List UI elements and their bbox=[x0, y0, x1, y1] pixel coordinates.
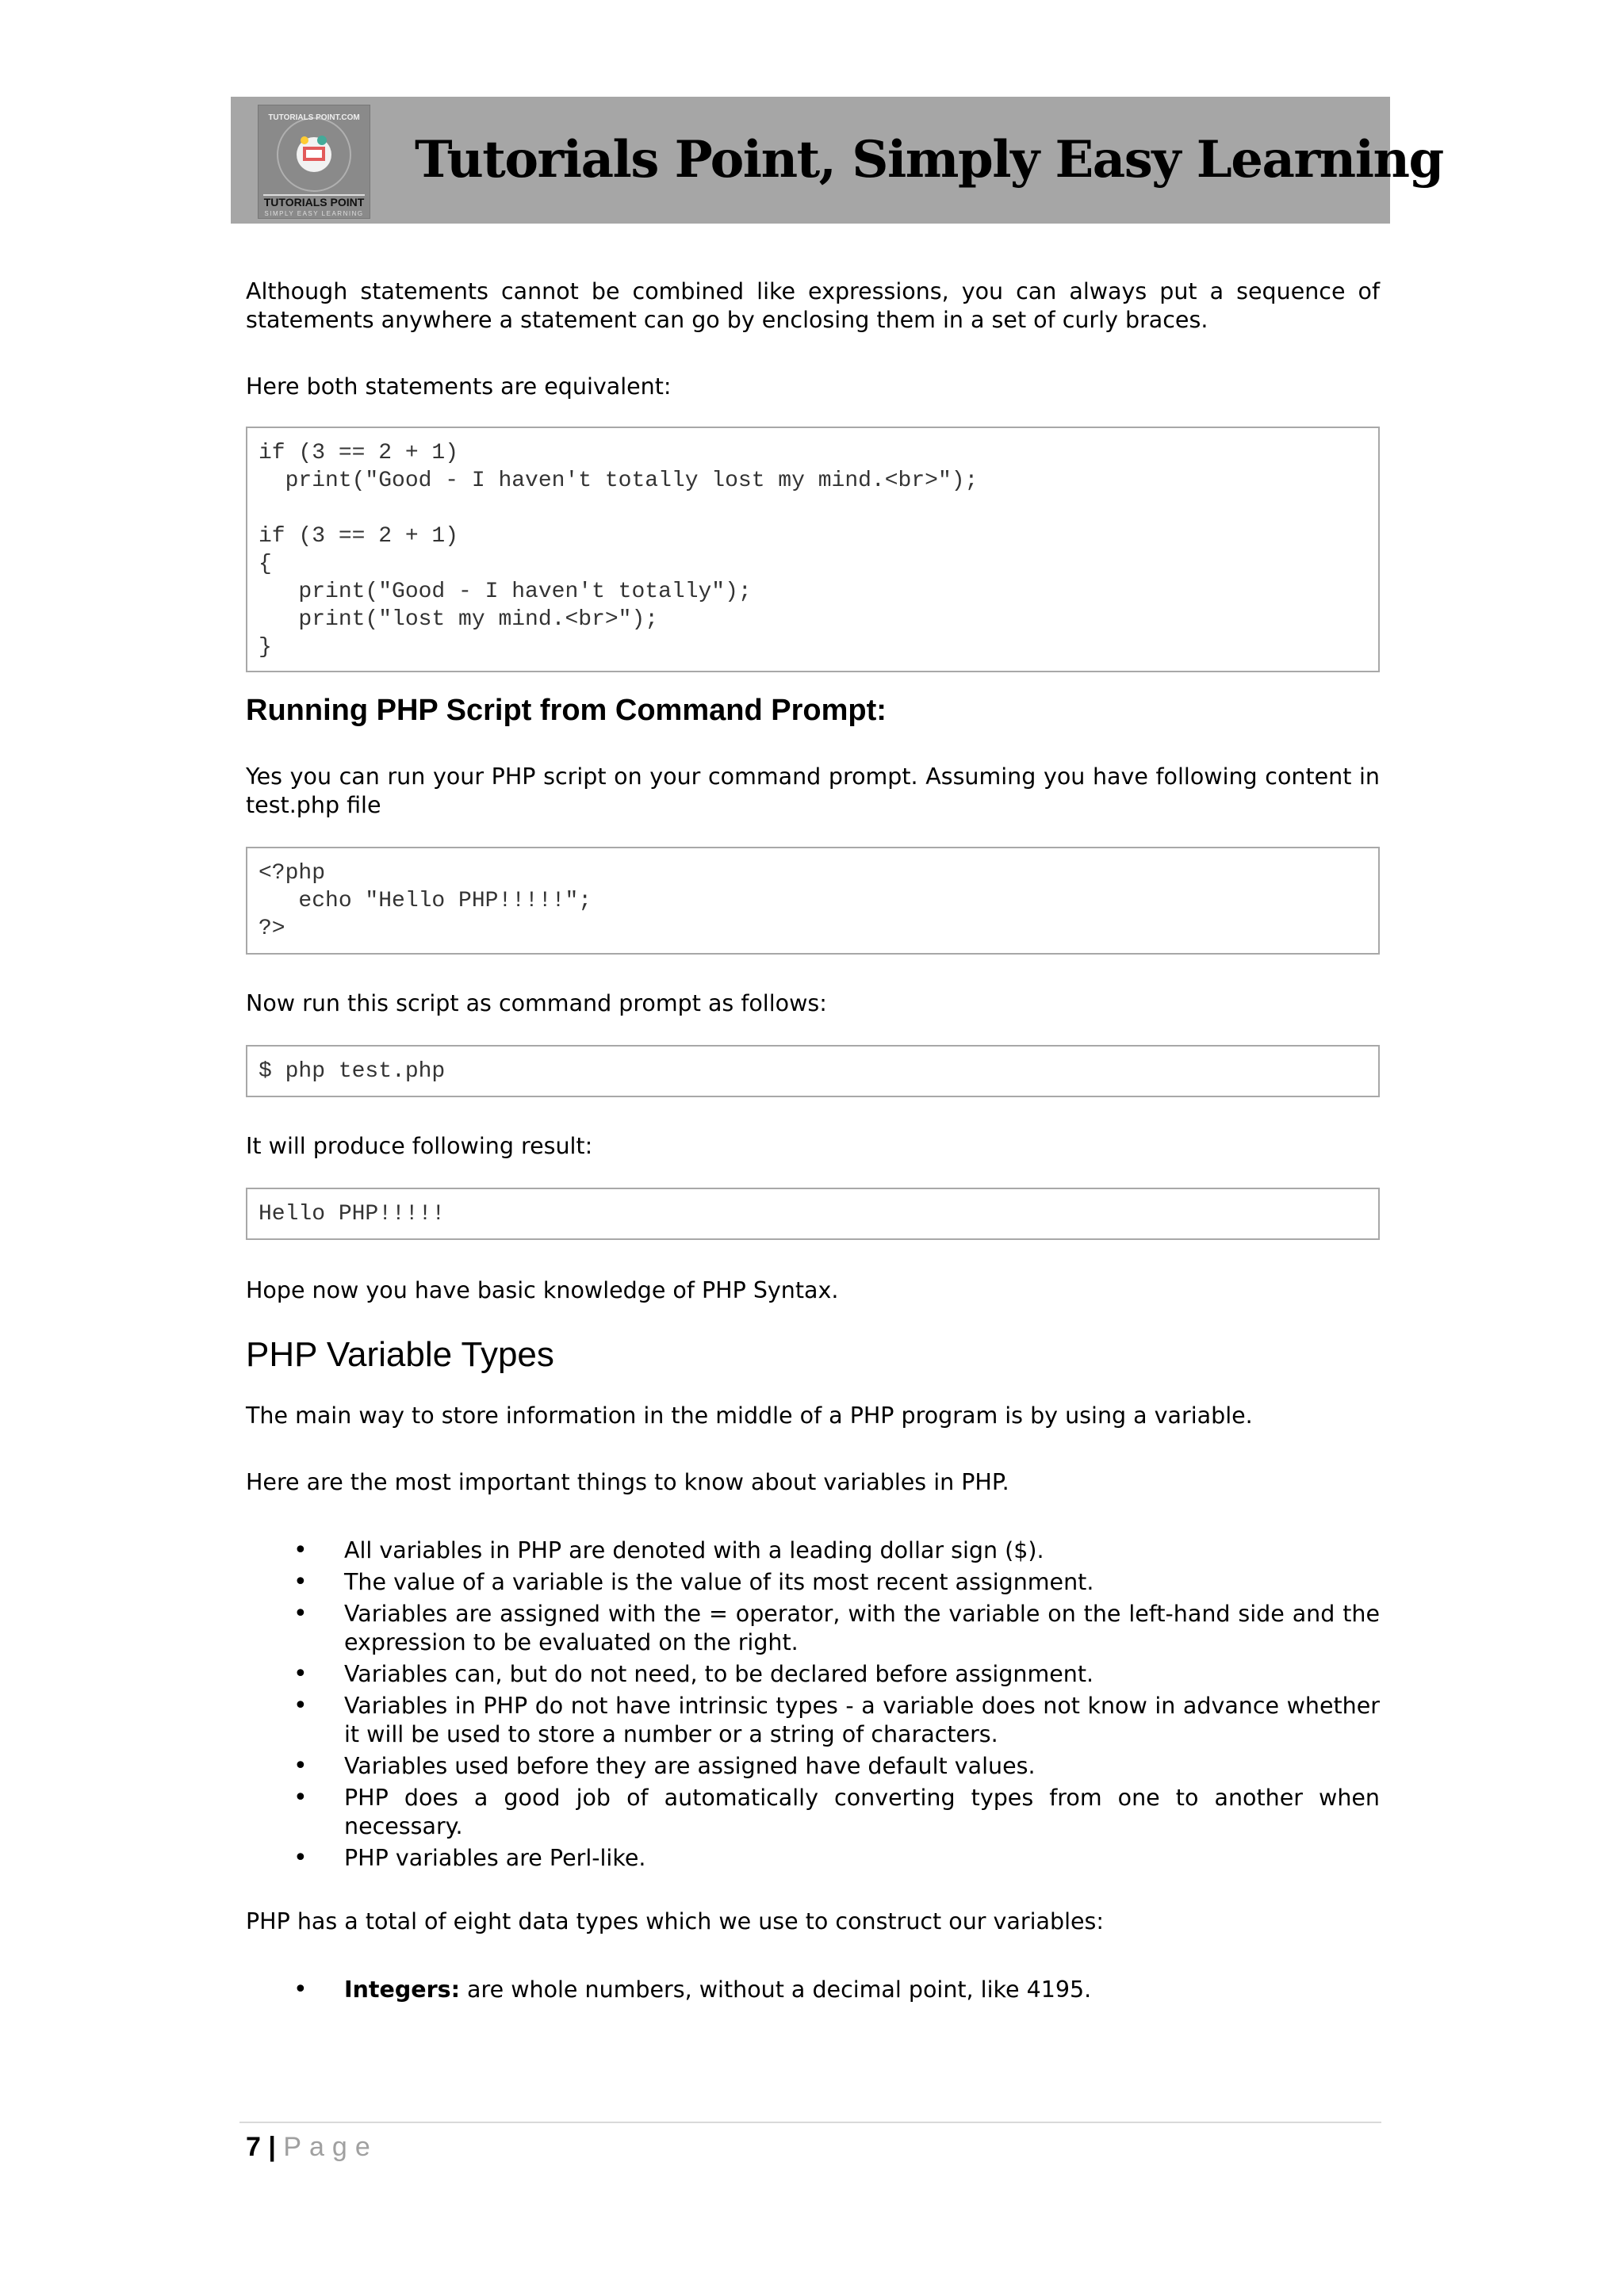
bullet-icon: • bbox=[293, 1844, 308, 1872]
page-number: 7 bbox=[246, 2132, 261, 2162]
code-block-output: Hello PHP!!!!! bbox=[246, 1188, 1380, 1240]
bullet-icon: • bbox=[293, 1752, 308, 1780]
page-header bbox=[231, 97, 1443, 224]
page-content bbox=[246, 277, 1380, 2007]
page-footer bbox=[246, 2130, 378, 2164]
logo-tagline: SIMPLY EASY LEARNING bbox=[264, 210, 364, 217]
data-types-list bbox=[246, 1976, 1380, 2004]
paragraph-main-way: The main way to store information in the middle of a PHP program is by using a variable. bbox=[246, 1402, 1253, 1429]
footer-divider bbox=[239, 2122, 1381, 2123]
variable-facts-list bbox=[246, 1536, 1380, 1873]
code-block-command: $ php test.php bbox=[246, 1045, 1380, 1097]
footer-separator: | bbox=[268, 2132, 276, 2162]
list-item: • PHP variables are Perl-like. bbox=[293, 1844, 646, 1872]
list-item: • The value of a variable is the value of its most recent assignment. bbox=[293, 1568, 1094, 1596]
heading-variable-types: PHP Variable Types bbox=[246, 1335, 554, 1374]
heading-command-prompt: Running PHP Script from Command Prompt: bbox=[246, 694, 887, 727]
paragraph-run-command: Now run this script as command prompt as follows: bbox=[246, 990, 827, 1016]
type-term: Integers: bbox=[344, 1976, 460, 2003]
paragraph-equivalent: Here both statements are equivalent: bbox=[246, 373, 672, 400]
logo-text: TUTORIALS POINT bbox=[263, 196, 365, 209]
bullet-icon: • bbox=[293, 1784, 308, 1812]
list-item: • PHP does a good job of automatically converting types from one to another when necessary. bbox=[293, 1784, 1380, 1839]
logo-ring-text: TUTORIALS POINT.COM bbox=[268, 113, 360, 122]
list-item bbox=[246, 1976, 1380, 2004]
list-item: • Variables are assigned with the = operator, with the variable on the left-hand side and the expression to be evaluated on the right. bbox=[293, 1600, 1380, 1655]
paragraph-result: It will produce following result: bbox=[246, 1133, 593, 1159]
paragraph-important-things: Here are the most important things to know about variables in PHP. bbox=[246, 1469, 1009, 1495]
paragraph-run-script: Yes you can run your PHP script on your command prompt. Assuming you have following content in test.php file bbox=[246, 763, 1380, 818]
tutorials-point-logo bbox=[258, 105, 370, 219]
bullet-icon: • bbox=[293, 1568, 308, 1596]
type-description: are whole numbers, without a decimal point, like 4195. bbox=[460, 1976, 1092, 2003]
code-block-if-statements: if (3 == 2 + 1) print("Good - I haven't totally lost my mind.<br>"); if (3 == 2 + 1) { print("Good - I haven't totally"); print("lost my mind.<br>"); } bbox=[246, 427, 1380, 672]
code-block-test-php: <?php echo "Hello PHP!!!!!"; ?> bbox=[246, 847, 1380, 955]
list-item: • Variables used before they are assigned have default values. bbox=[293, 1752, 1036, 1780]
list-item: • Variables in PHP do not have intrinsic types - a variable does not know in advance whether it will be used to store a number or a string of characters. bbox=[293, 1692, 1380, 1747]
bullet-icon: • bbox=[293, 1536, 308, 1564]
header-title: Tutorials Point, Simply Easy Learning bbox=[415, 130, 1443, 189]
list-item: • Variables can, but do not need, to be declared before assignment. bbox=[293, 1660, 1094, 1688]
bullet-icon: • bbox=[293, 1692, 308, 1720]
paragraph-hope: Hope now you have basic knowledge of PHP Syntax. bbox=[246, 1277, 839, 1303]
bullet-icon: • bbox=[293, 1600, 308, 1628]
bullet-icon: • bbox=[293, 1660, 308, 1688]
paragraph-statements: Although statements cannot be combined like expressions, you can always put a sequence of statements anywhere a statement can go by enclosing them in a set of curly braces. bbox=[246, 278, 1380, 333]
bullet-icon: • bbox=[293, 1976, 308, 2003]
list-item: • All variables in PHP are denoted with a leading dollar sign ($). bbox=[293, 1536, 1044, 1564]
paragraph-eight-types: PHP has a total of eight data types which we use to construct our variables: bbox=[246, 1908, 1104, 1934]
page-label: Page bbox=[283, 2132, 378, 2162]
